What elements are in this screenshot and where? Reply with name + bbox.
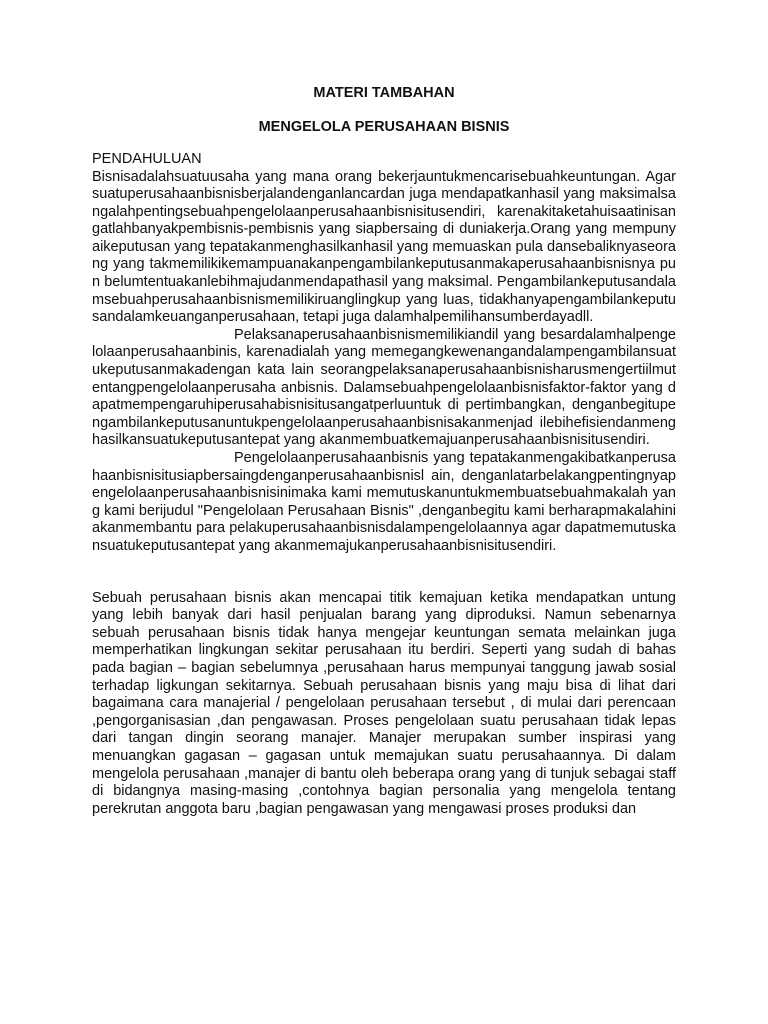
document-page [92, 84, 676, 818]
paragraph-1: Bisnisadalahsuatuusaha yang mana orang bekerjauntukmencarisebuahkeuntungan. Agar suatuperusahaanbisnisberjalandenganlancardan juga mendapatkanhasil yang maksimalsangalahpentingsebuahpengelolaanperusahaanbisnisitusendiri, karenakitaketahuisaatinisangatlahbanyakpembisnis-pembisnis yang siapbersaing di duniakerja.Orang yang mempunyaikeputusan yang tepatakanmenghasilkanhasil yang memuaskan pula dansebaliknyaseorang yang takmemilikikemampuanakanpengambilankeputusanmakaperusahaanbisnisnya pun belumtentuakanlebihmajudanmendapathasil yang maksimal. Pengambilankeputusandalamsebuahperusahaanbisnismemilikiruanglingkup yang luas, tidakhanyapengambilankeputusandalamkeuanganperusahaan, tetapi juga dalamhalpemilihansumberdayadll. [92, 168, 676, 326]
paragraph-gap [92, 556, 676, 590]
paragraph-4: Sebuah perusahaan bisnis akan mencapai titik kemajuan ketika mendapatkan untung yang lebih banyak dari hasil penjualan barang yang diproduksi. Namun sebenarnya sebuah perusahaan bisnis tidak hanya mengejar keuntungan semata melainkan juga memperhatikan lingkungan sekitar perusahaan itu berdiri. Seperti yang sudah di bahas pada bagian – bagian sebelumnya ,perusahaan harus mempunyai tanggung jawab sosial terhadap ligkungan sekitarnya. Sebuah perusahaan bisnis yang maju bisa di lihat dari bagaimana cara manajerial / pengelolaan perusahaan tersebut , di mulai dari perencaan ,pengorganisasian ,dan pengawasan. Proses pengelolaan suatu perusahaan tidak lepas dari tangan dingin seorang manajer. Manajer merupakan sumber inspirasi yang menuangkan gagasan – gagasan untuk memajukan suatu perusahaannya. Di dalam mengelola perusahaan ,manajer di bantu oleh beberapa orang yang di tunjuk sebagai staff di bidangnya masing-masing ,contohnya bagian personalia yang mengelola tentang perekrutan anggota baru ,bagian pengawasan yang mengawasi proses produksi dan [92, 589, 676, 817]
section-heading: PENDAHULUAN [92, 151, 202, 167]
paragraph-3: Pengelolaanperusahaanbisnis yang tepatakanmengakibatkanperusahaanbisnisitusiapbersaingdenganperusahaanbisnisl ain, denganlatarbelakangpentingnyapengelolaanperusahaanbisnisinimaka kami memutuskanuntukmembuatsebuahmakalah yang kami berijudul "Pengelolaan Perusahaan Bisnis" ,denganbegitu kami berharapmakalahiniakanmembantu para pelakuperusahaanbisnisdalampengelolaannya agar dapatmemutuskansuatukeputusantepat yang akanmemajukanperusahaanbisnisitusendiri. [92, 450, 676, 554]
document-title: MATERI TAMBAHAN [313, 85, 455, 101]
document-subtitle: MENGELOLA PERUSAHAAN BISNIS [258, 119, 510, 135]
paragraph-2: Pelaksanaperusahaanbisnismemilikiandil yang besardalamhalpengelolaanperusahaanbinis, karenadialah yang memegangkewenangandalampengambilansuatukeputusanmakadengan kata lain seorangpelaksanaperusahaanbisnisharusmengertiilmutentangpengelolaanperusaha anbisnis. Dalamsebuahpengelolaanbisnisfaktor-faktor yang dapatmempengaruhiperusahabisnisitusangatperluuntuk di pertimbangkan, denganbegitupengambilankeputusanuntukpengelolaanperusahaanbisnisakanmenjad ilebihefisiendanmenghasilkansuatukeputusantepat yang akanmembuatkemajuanperusahaanbisnisitusendiri. [92, 326, 676, 449]
